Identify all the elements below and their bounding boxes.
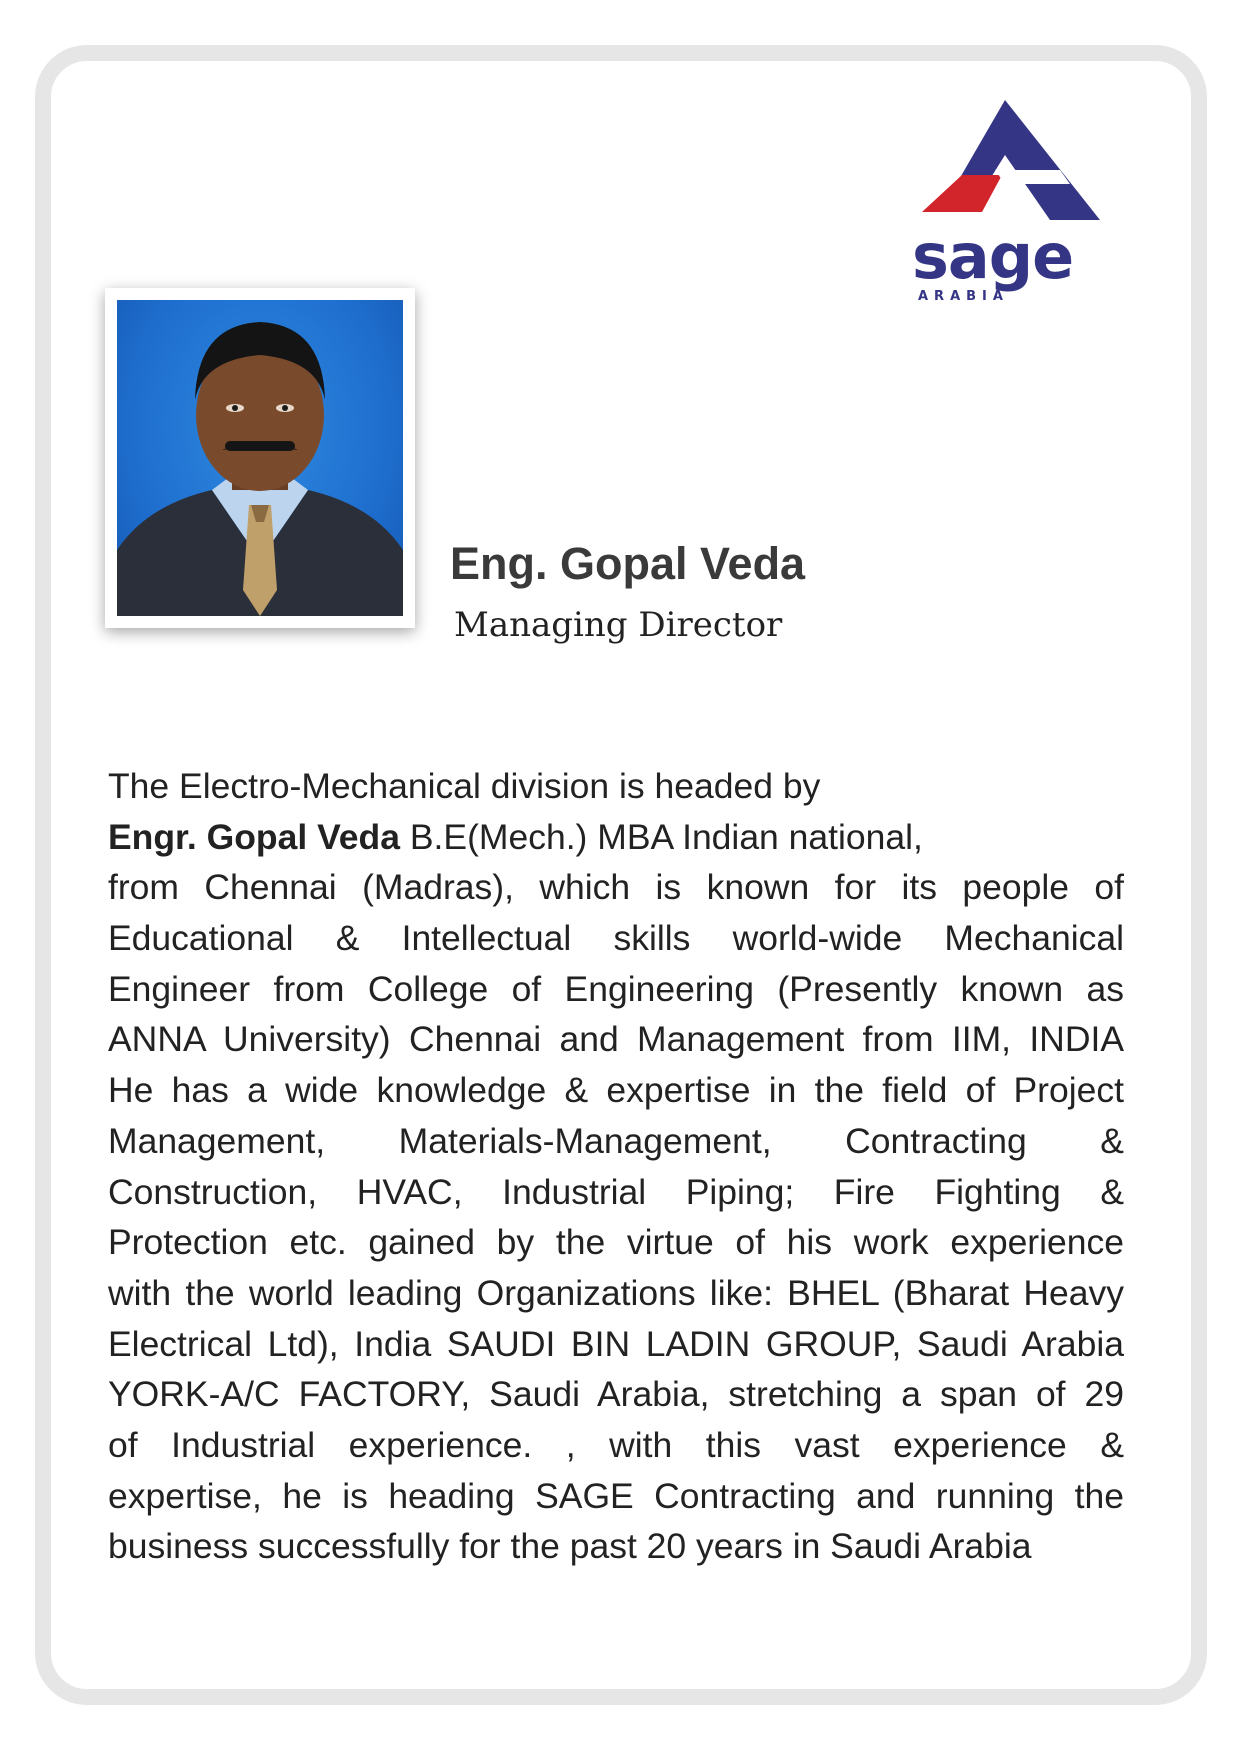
portrait-photo [117,300,403,616]
logo-triangle-icon [910,100,1110,230]
bio-line: Electrical Ltd), India SAUDI BIN LADIN GROUP, Saudi Arabia [108,1323,1124,1364]
bio-line [108,812,1124,863]
bio-bold-name: Engr. Gopal Veda [108,816,400,857]
logo-wordmark: sage [912,220,1074,293]
sage-arabia-logo [910,100,1110,310]
person-role: Managing Director [454,605,783,645]
bio-line: YORK-A/C FACTORY, Saudi Arabia, stretching a span of 29 [108,1374,1124,1415]
bio-line: business successfully for the past 20 years in Saudi Arabia [108,1526,1032,1567]
bio-line: Construction, HVAC, Industrial Piping; Fire Fighting & [108,1171,1124,1212]
person-name: Eng. Gopal Veda [450,538,806,589]
portrait-frame [105,288,415,628]
bio-line: with the world leading Organizations like: BHEL (Bharat Heavy [108,1272,1124,1313]
bio-line: from Chennai (Madras), which is known for its people of [108,867,1124,908]
bio-line: Engineer from College of Engineering (Presently known as [108,968,1124,1009]
bio-line: Protection etc. gained by the virtue of his work experience [108,1222,1124,1263]
bio-line-rest: B.E(Mech.) MBA Indian national, [399,816,923,857]
bio-line: He has a wide knowledge & expertise in the field of Project [108,1070,1124,1111]
bio-line: of Industrial experience. , with this vast experience & [108,1424,1124,1465]
portrait-icon [117,300,403,616]
bio-line: Educational & Intellectual skills world-wide Mechanical [108,918,1124,959]
bio-paragraph [108,761,1124,1572]
bio-line: Management, Materials-Management, Contracting & [108,1120,1124,1161]
bio-line: ANNA University) Chennai and Management from IIM, INDIA [108,1019,1124,1060]
bio-line: The Electro-Mechanical division is headed by [108,766,821,806]
logo-subtitle: ARABIA [918,289,1009,304]
bio-line: expertise, he is heading SAGE Contracting and running the [108,1475,1124,1516]
